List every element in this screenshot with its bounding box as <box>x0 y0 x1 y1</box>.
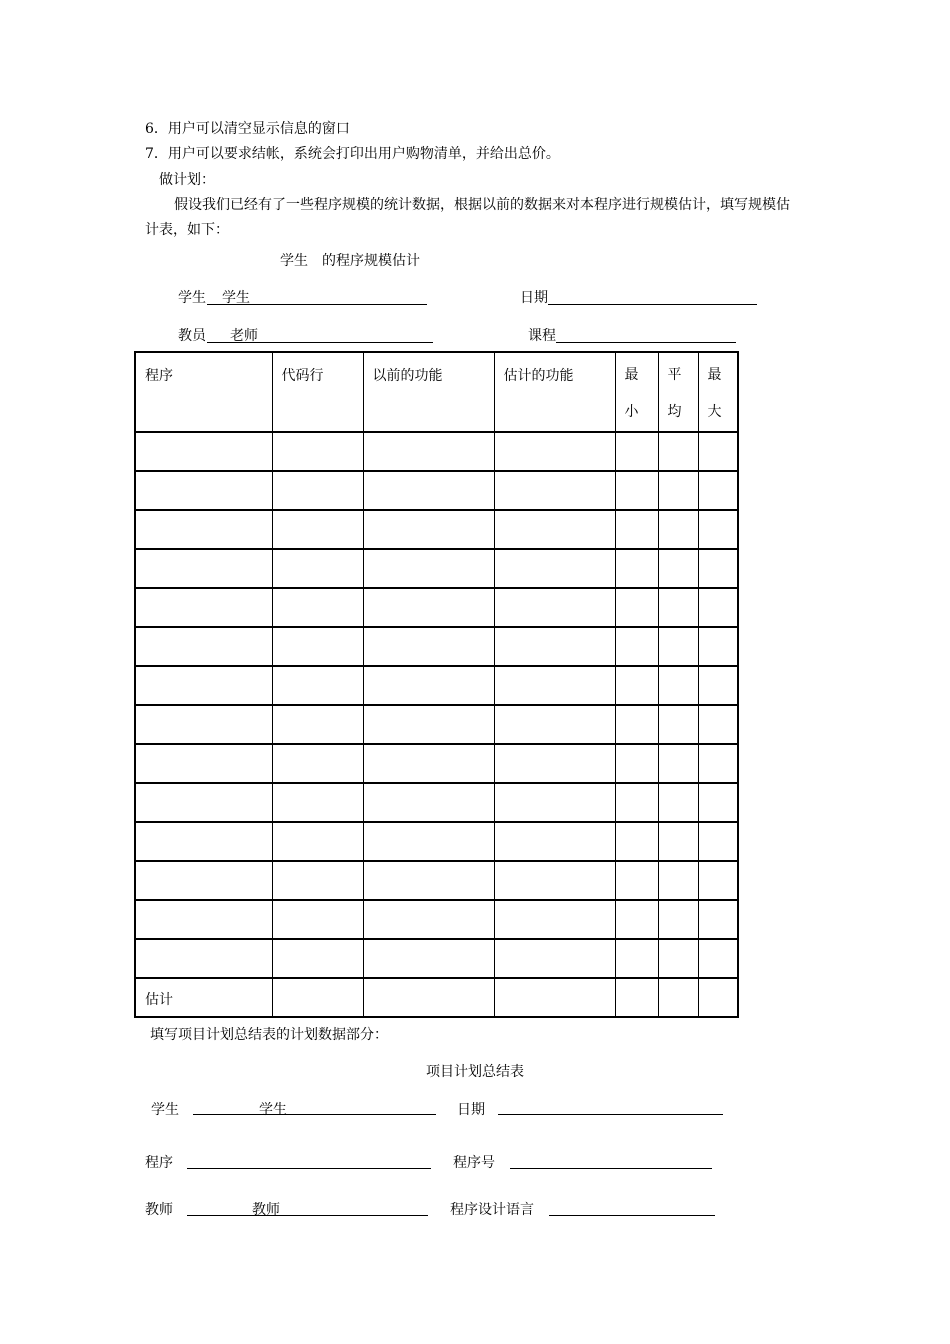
table-cell[interactable] <box>272 822 363 861</box>
table-cell[interactable] <box>272 861 363 900</box>
table-cell[interactable] <box>615 705 658 744</box>
table-row-total <box>135 978 738 1017</box>
table-cell[interactable] <box>658 510 698 549</box>
table-cell[interactable] <box>272 549 363 588</box>
table-row <box>135 627 738 666</box>
summary-student-label: 学生 <box>151 1102 179 1118</box>
header-estimated-functions: 估计的功能 <box>494 352 615 432</box>
table-cell[interactable] <box>135 432 272 471</box>
table-cell[interactable] <box>135 588 272 627</box>
table-cell[interactable] <box>494 744 615 783</box>
table-cell[interactable] <box>698 510 738 549</box>
table-cell[interactable] <box>272 900 363 939</box>
table-cell[interactable] <box>615 627 658 666</box>
table-cell[interactable] <box>494 705 615 744</box>
header-lines-of-code: 代码行 <box>272 352 363 432</box>
summary-date-label: 日期 <box>457 1102 485 1118</box>
table-row <box>135 900 738 939</box>
table-row <box>135 471 738 510</box>
table-row <box>135 666 738 705</box>
table-cell[interactable] <box>363 978 494 1017</box>
summary-program-field[interactable] <box>187 1168 431 1169</box>
table-cell[interactable] <box>272 588 363 627</box>
table-cell[interactable] <box>698 861 738 900</box>
summary-student-field[interactable] <box>193 1114 436 1115</box>
estimate-teacher-label: 教员 <box>178 328 206 344</box>
table-cell[interactable] <box>615 510 658 549</box>
table-cell[interactable] <box>363 705 494 744</box>
header-previous-functions: 以前的功能 <box>363 352 494 432</box>
table-cell[interactable] <box>658 978 698 1017</box>
table-row <box>135 549 738 588</box>
table-cell[interactable] <box>658 861 698 900</box>
requirement-6: 6．用户可以清空显示信息的窗口 <box>145 121 350 137</box>
table-row <box>135 822 738 861</box>
table-cell[interactable] <box>658 666 698 705</box>
table-cell[interactable] <box>615 978 658 1017</box>
table-cell[interactable] <box>658 471 698 510</box>
table-cell[interactable] <box>135 627 272 666</box>
table-cell[interactable] <box>658 744 698 783</box>
summary-teacher-field[interactable] <box>187 1215 428 1216</box>
table-cell[interactable] <box>272 783 363 822</box>
intro-paragraph-line2: 计表，如下： <box>145 222 229 238</box>
header-min: 最小 <box>615 352 658 432</box>
table-cell[interactable] <box>494 978 615 1017</box>
table-cell[interactable] <box>615 471 658 510</box>
table-cell[interactable] <box>615 588 658 627</box>
table-cell[interactable] <box>698 822 738 861</box>
table-cell[interactable] <box>698 549 738 588</box>
table-cell[interactable] <box>272 627 363 666</box>
table-cell[interactable] <box>698 900 738 939</box>
requirement-7: 7．用户可以要求结帐，系统会打印出用户购物清单，并给出总价。 <box>145 146 560 162</box>
table-cell[interactable] <box>494 666 615 705</box>
table-cell[interactable] <box>272 744 363 783</box>
table-cell[interactable] <box>698 666 738 705</box>
table-cell[interactable] <box>272 705 363 744</box>
table-cell[interactable] <box>615 783 658 822</box>
table-cell[interactable] <box>494 549 615 588</box>
table-cell[interactable] <box>698 627 738 666</box>
summary-intro: 填写项目计划总结表的计划数据部分： <box>150 1027 388 1043</box>
table-cell[interactable] <box>272 432 363 471</box>
table-cell[interactable] <box>135 900 272 939</box>
table-cell[interactable] <box>615 549 658 588</box>
size-estimate-table <box>134 351 739 1018</box>
table-cell[interactable] <box>363 666 494 705</box>
summary-language-label: 程序设计语言 <box>450 1202 534 1218</box>
table-cell[interactable] <box>272 510 363 549</box>
table-cell[interactable] <box>658 432 698 471</box>
table-cell[interactable] <box>494 939 615 978</box>
table-cell[interactable] <box>615 666 658 705</box>
table-row <box>135 588 738 627</box>
table-cell[interactable] <box>494 900 615 939</box>
estimate-title-student: 学生 <box>280 253 308 269</box>
table-cell[interactable] <box>698 432 738 471</box>
table-cell[interactable] <box>135 744 272 783</box>
table-cell[interactable] <box>494 510 615 549</box>
table-row <box>135 432 738 471</box>
summary-language-field[interactable] <box>549 1215 715 1216</box>
table-row <box>135 510 738 549</box>
table-cell[interactable] <box>494 471 615 510</box>
table-row <box>135 861 738 900</box>
table-cell[interactable] <box>363 861 494 900</box>
table-cell[interactable] <box>363 432 494 471</box>
table-cell[interactable] <box>135 471 272 510</box>
table-cell[interactable] <box>272 939 363 978</box>
table-header-row <box>135 352 738 432</box>
header-program: 程序 <box>135 352 272 432</box>
table-cell[interactable] <box>135 861 272 900</box>
table-cell[interactable] <box>658 549 698 588</box>
table-cell[interactable] <box>363 900 494 939</box>
table-cell[interactable] <box>272 666 363 705</box>
header-max: 最大 <box>698 352 738 432</box>
table-cell[interactable] <box>272 471 363 510</box>
table-cell[interactable] <box>363 510 494 549</box>
table-cell[interactable] <box>135 666 272 705</box>
table-cell[interactable] <box>135 822 272 861</box>
table-cell[interactable]: 估计 <box>135 978 272 1017</box>
estimate-student-label: 学生 <box>178 290 206 306</box>
table-cell[interactable] <box>363 588 494 627</box>
table-cell[interactable] <box>615 432 658 471</box>
summary-program-no-field[interactable] <box>510 1168 712 1169</box>
table-cell[interactable] <box>615 744 658 783</box>
table-cell[interactable] <box>135 705 272 744</box>
table-cell[interactable] <box>658 822 698 861</box>
table-cell[interactable] <box>363 744 494 783</box>
table-cell[interactable] <box>135 549 272 588</box>
table-cell[interactable] <box>494 822 615 861</box>
table-cell[interactable] <box>615 939 658 978</box>
table-cell[interactable] <box>494 627 615 666</box>
table-row <box>135 939 738 978</box>
summary-date-field[interactable] <box>498 1114 723 1115</box>
table-cell[interactable] <box>363 822 494 861</box>
summary-student-value: 学生 <box>259 1102 287 1118</box>
table-cell[interactable] <box>698 588 738 627</box>
table-row <box>135 783 738 822</box>
table-cell[interactable] <box>658 705 698 744</box>
plan-heading: 做计划： <box>159 172 215 188</box>
summary-title: 项目计划总结表 <box>426 1064 524 1080</box>
table-cell[interactable] <box>272 978 363 1017</box>
table-cell[interactable] <box>135 939 272 978</box>
table-row <box>135 705 738 744</box>
intro-paragraph-line1: 假设我们已经有了一些程序规模的统计数据，根据以前的数据来对本程序进行规模估计，填写规模估 <box>174 197 790 213</box>
estimate-date-label: 日期 <box>520 290 548 306</box>
estimate-date-field[interactable] <box>548 304 757 305</box>
table-cell[interactable] <box>698 744 738 783</box>
table-cell[interactable] <box>615 861 658 900</box>
table-cell[interactable] <box>494 861 615 900</box>
table-cell[interactable] <box>363 627 494 666</box>
table-cell[interactable] <box>615 900 658 939</box>
table-cell[interactable] <box>658 627 698 666</box>
table-cell[interactable] <box>135 510 272 549</box>
table-cell[interactable] <box>363 939 494 978</box>
table-cell[interactable] <box>363 549 494 588</box>
header-avg: 平均 <box>658 352 698 432</box>
table-cell[interactable] <box>698 471 738 510</box>
estimate-course-label: 课程 <box>528 328 556 344</box>
table-cell[interactable] <box>698 939 738 978</box>
table-cell[interactable] <box>494 588 615 627</box>
table-cell[interactable] <box>494 783 615 822</box>
estimate-teacher-value: 老师 <box>230 328 258 344</box>
summary-program-label: 程序 <box>145 1155 173 1171</box>
estimate-title-text: 的程序规模估计 <box>322 253 420 269</box>
summary-program-no-label: 程序号 <box>453 1155 495 1171</box>
table-cell[interactable] <box>494 432 615 471</box>
table-cell[interactable] <box>363 783 494 822</box>
table-cell[interactable] <box>698 783 738 822</box>
table-row <box>135 744 738 783</box>
table-cell[interactable] <box>658 939 698 978</box>
table-cell[interactable] <box>698 978 738 1017</box>
table-cell[interactable] <box>658 900 698 939</box>
table-cell[interactable] <box>698 705 738 744</box>
table-cell[interactable] <box>135 783 272 822</box>
table-cell[interactable] <box>615 822 658 861</box>
summary-teacher-value: 教师 <box>252 1202 280 1218</box>
summary-teacher-label: 教师 <box>145 1202 173 1218</box>
estimate-student-value: 学生 <box>222 290 250 306</box>
estimate-title <box>280 253 420 269</box>
table-cell[interactable] <box>363 471 494 510</box>
table-cell[interactable] <box>658 588 698 627</box>
table-cell[interactable] <box>658 783 698 822</box>
